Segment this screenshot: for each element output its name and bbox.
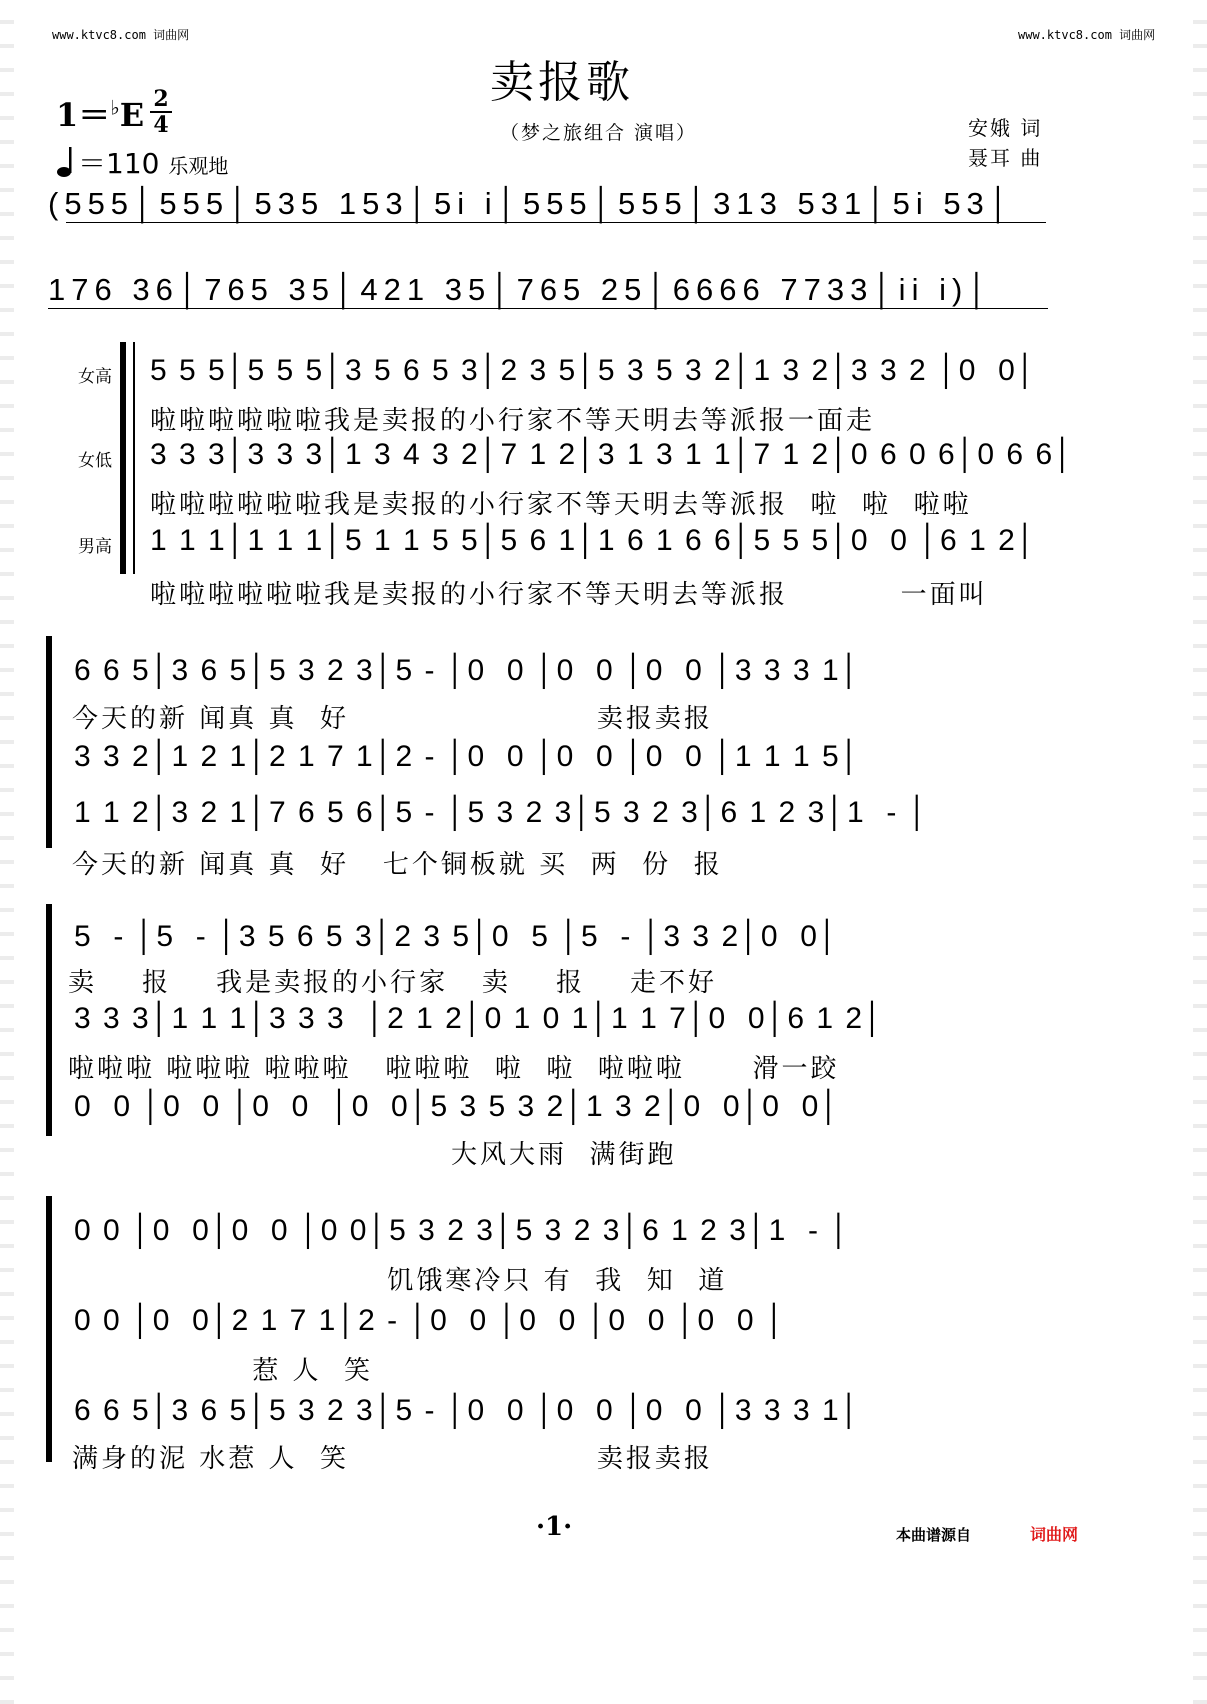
part-lyrics: 啦啦啦啦啦啦我是卖报的小行家不等天明去等派报 一面叫 [150, 580, 988, 610]
row-notes: 0 0 │0 0 │0 0 │0 0│5 3 5 3 2│1 3 2│0 0│0 0│ [74, 1090, 842, 1123]
row-lyrics: 饥饿寒冷只 有 我 知 道 [72, 1266, 728, 1296]
row-lyrics: 满身的泥 水惹 人 笑 卖报卖报 [72, 1444, 713, 1474]
intro-line-1: (555│555│535 153│5i i│555│555│313 531│5i 53│ [48, 186, 1016, 221]
row-lyrics: 卖 报 我是卖报的小行家 卖 报 走不好 [68, 968, 718, 998]
system-brace-line [133, 342, 135, 574]
time-top: 2 [153, 86, 169, 112]
row-notes: 6 6 5│3 6 5│5 3 2 3│5 - │0 0 │0 0 │0 0 │3 3 3 1│ [74, 1394, 862, 1427]
tempo-marking [56, 142, 228, 182]
row-notes: 1 1 2│3 2 1│7 6 5 6│5 - │5 3 2 3│5 3 2 3│6 1 2 3│1 - │ [74, 796, 930, 829]
part-notes: 3 3 3│3 3 3│1 3 4 3 2│7 1 2│3 1 3 1 1│7 1 2│0 6 0 6│0 6 6│ [150, 438, 1075, 471]
system-bracket [120, 342, 126, 574]
system-bracket [46, 636, 52, 848]
site-watermark-right: www.ktvc8.com 词曲网 [1018, 28, 1156, 42]
row-notes: 0 0 │0 0│0 0 │0 0│5 3 2 3│5 3 2 3│6 1 2 3│1 - │ [74, 1214, 852, 1247]
time-signature [150, 88, 172, 136]
row-notes: 0 0 │0 0│2 1 7 1│2 - │0 0 │0 0 │0 0 │0 0 │ [74, 1304, 787, 1337]
key-signature [56, 90, 144, 136]
page-number: ·1· [536, 1512, 573, 1542]
system-bracket [46, 1196, 52, 1462]
performer-line: （梦之旅组合 演唱） [500, 122, 698, 144]
part-lyrics: 啦啦啦啦啦啦我是卖报的小行家不等天明去等派报 啦 啦 啦啦 [150, 490, 972, 520]
flat-sign: ♭ [110, 95, 120, 120]
row-lyrics: 惹 人 笑 [72, 1356, 374, 1386]
row-notes: 6 6 5│3 6 5│5 3 2 3│5 - │0 0 │0 0 │0 0 │3 3 3 1│ [74, 654, 862, 687]
quarter-note-icon [56, 145, 78, 179]
left-margin-strip [0, 0, 14, 1704]
time-bottom: 4 [153, 112, 169, 138]
intro-line-2: 176 36│765 35│421 35│765 25│6666 7733│ii i)│ [48, 272, 994, 307]
row-lyrics: 啦啦啦 啦啦啦 啦啦啦 啦啦啦 啦 啦 啦啦啦 滑一跤 [68, 1054, 840, 1084]
system-bracket [46, 904, 52, 1136]
part-notes: 1 1 1│1 1 1│5 1 1 5 5│5 6 1│1 6 1 6 6│5 5 5│0 0 │6 1 2│ [150, 524, 1038, 557]
intro-underline-2 [48, 308, 1048, 309]
intro-underline-1 [66, 222, 1046, 223]
row-notes: 3 3 2│1 2 1│2 1 7 1│2 - │0 0 │0 0 │0 0 │1 1 1 5│ [74, 740, 862, 773]
part-lyrics: 啦啦啦啦啦啦我是卖报的小行家不等天明去等派报一面走 [150, 406, 876, 436]
song-title: 卖报歌 [490, 57, 634, 108]
part-label: 女低 [78, 451, 112, 471]
row-lyrics: 大风大雨 满街跑 [68, 1140, 677, 1170]
row-notes: 3 3 3│1 1 1│3 3 3 │2 1 2│0 1 0 1│1 1 7│0 0│6 1 2│ [74, 1002, 885, 1035]
part-label: 女高 [78, 367, 112, 387]
key-prefix: 1＝ [56, 96, 111, 134]
row-lyrics: 今天的新 闻真 真 好 七个铜板就 买 两 份 报 [72, 850, 723, 880]
key-letter: E [119, 96, 145, 134]
composer-credit: 聂耳 曲 [968, 146, 1043, 170]
part-notes: 5 5 5│5 5 5│3 5 6 5 3│2 3 5│5 3 5 3 2│1 3 2│3 3 2 │0 0│ [150, 354, 1038, 387]
source-site-link[interactable]: 词曲网 [1030, 1525, 1079, 1544]
part-label: 男高 [78, 537, 112, 557]
tempo-word: 乐观地 [168, 154, 229, 178]
right-margin-strip [1193, 0, 1207, 1704]
site-watermark-left: www.ktvc8.com 词曲网 [52, 28, 190, 42]
lyricist-credit: 安娥 词 [968, 116, 1043, 140]
source-label: 本曲谱源自 [896, 1526, 972, 1544]
tempo-value: ＝110 [78, 147, 160, 180]
row-notes: 5 - │5 - │3 5 6 5 3│2 3 5│0 5 │5 - │3 3 2│0 0│ [74, 920, 840, 953]
row-lyrics: 今天的新 闻真 真 好 卖报卖报 [72, 704, 713, 734]
